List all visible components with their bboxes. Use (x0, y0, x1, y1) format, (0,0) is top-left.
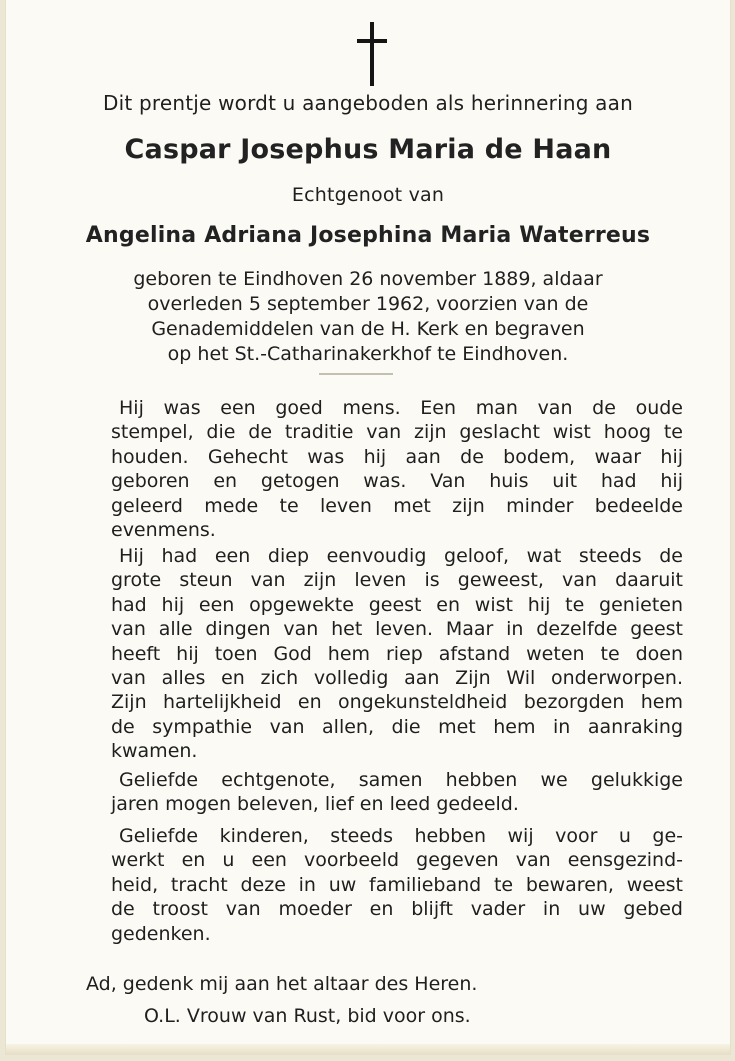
memorial-card (6, 0, 730, 1054)
paragraph-faith (111, 544, 683, 764)
text-line: van alle dingen van het leven. Maar in dezelfde geest (111, 618, 683, 641)
text-line: heid, tracht deze in uw familieband te bewaren, weest (111, 873, 683, 896)
text-line: heeft hij toen God hem riep afstand weten te doen (111, 642, 683, 665)
text-line: van alles en zich volledig aan Zijn Wil onderworpen. (111, 667, 683, 690)
text-line: grote steun van zijn leven is geweest, van daaruit (111, 569, 683, 592)
divider (319, 373, 393, 375)
text-line: de sympathie van allen, die met hem in aanraking (111, 715, 683, 738)
spouse-name: Angelina Adriana Josephina Maria Waterreus (85, 223, 651, 248)
text-line: jaren mogen beleven, lief en leed gedeeld. (111, 793, 519, 816)
paragraph-spouse (111, 768, 683, 817)
text-line: Hij was een goed mens. Een man van de oude (119, 397, 683, 419)
text-line: gedenken. (111, 922, 211, 945)
text-line: Geliefde echtgenote, samen hebben we gelukkige (119, 769, 683, 791)
paragraph-character (111, 396, 683, 542)
text-line: houden. Gehecht was hij aan de bodem, waar hij (111, 445, 683, 468)
text-line: Hij had een diep eenvoudig geloof, wat steeds de (119, 545, 683, 567)
bio-line: op het St.-Catharinakerkhof te Eindhoven. (167, 343, 569, 365)
text-line: geleerd mede te leven met zijn minder bedeelde (111, 494, 683, 517)
closing-invocation: O.L. Vrouw van Rust, bid voor ons. (144, 1005, 471, 1027)
paragraph-children (111, 824, 683, 946)
bio-line: geboren te Eindhoven 26 november 1889, aldaar (133, 268, 603, 290)
spouse-label: Echtgenoot van (291, 184, 445, 206)
text-line: Geliefde kinderen, steeds hebben wij voor u ge- (119, 825, 683, 847)
biographical-details (66, 267, 670, 367)
deceased-name: Caspar Josephus Maria de Haan (124, 134, 612, 165)
text-line: evenmens. (111, 519, 216, 542)
closing-prayer: Ad, gedenk mij aan het altaar des Heren. (86, 973, 478, 995)
text-line: Zijn hartelijkheid en ongekunsteldheid bezorgden hem (111, 691, 683, 714)
text-line: de troost van moeder en blijft vader in uw gebed (111, 898, 683, 921)
card-edge (6, 1044, 730, 1054)
intro-text: Dit prentje wordt u aangeboden als herinnering aan (103, 91, 633, 115)
cross-icon (357, 22, 387, 86)
text-line: kwamen. (111, 740, 198, 763)
bio-line: Genademiddelen van de H. Kerk en begraven (151, 318, 585, 340)
text-line: had hij een opgewekte geest en wist hij te genieten (111, 593, 683, 616)
text-line: werkt en u een voorbeeld gegeven van eensgezind- (111, 849, 683, 872)
text-line: geboren en getogen was. Van huis uit had hij (111, 470, 683, 493)
text-line: stempel, die de traditie van zijn geslacht wist hoog te (111, 421, 683, 444)
bio-line: overleden 5 september 1962, voorzien van de (147, 293, 589, 315)
